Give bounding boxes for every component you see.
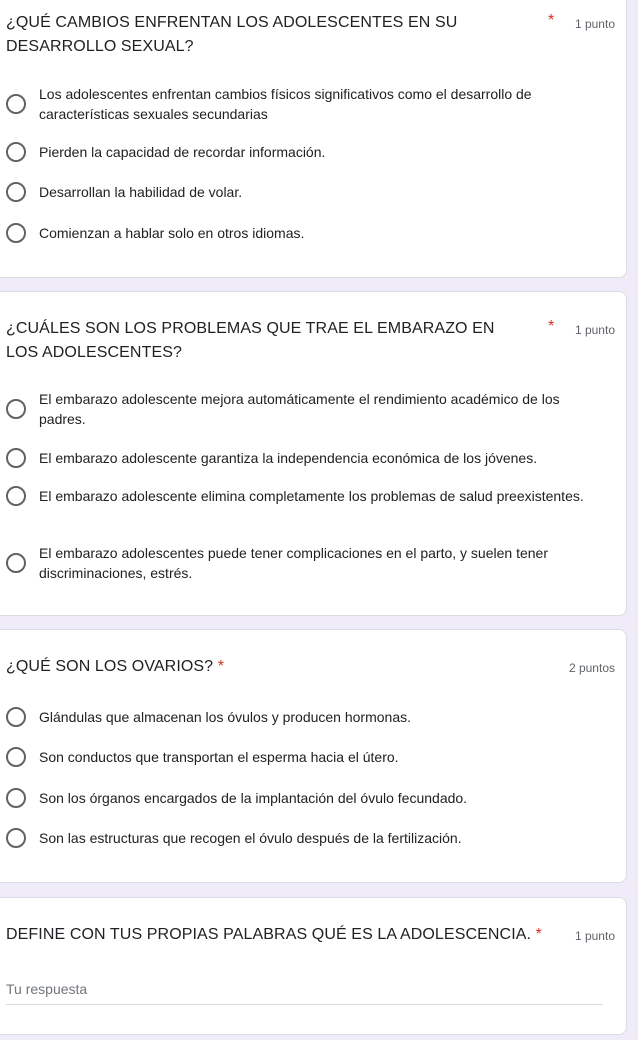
option-label: Son conductos que transportan el esperma hacia el útero. <box>39 749 399 765</box>
option-label: El embarazo adolescente elimina completamente los problemas de salud preexistentes. <box>39 488 584 504</box>
option-q1-a[interactable] <box>6 84 606 124</box>
option-q3-c[interactable] <box>6 788 606 808</box>
option-q1-d[interactable] <box>6 223 606 243</box>
option-q1-c[interactable] <box>6 182 606 202</box>
radio-button[interactable] <box>6 142 26 162</box>
question-4-title <box>6 923 546 947</box>
required-star: * <box>535 926 542 943</box>
option-label: Desarrollan la habilidad de volar. <box>39 184 243 200</box>
radio-button[interactable] <box>6 182 26 202</box>
points-label: 2 puntos <box>568 661 615 675</box>
required-star: * <box>217 658 225 675</box>
required-star: * <box>548 318 555 335</box>
points-label: 1 punto <box>574 17 615 31</box>
option-q3-a[interactable] <box>6 707 606 727</box>
radio-button[interactable] <box>6 788 26 808</box>
question-1-title: ¿QUÉ CAMBIOS ENFRENTAN LOS ADOLESCENTES EN SU DESARROLLO SEXUAL? <box>6 14 458 55</box>
option-label: Glándulas que almacenan los óvulos y producen hormonas. <box>39 709 412 725</box>
radio-button[interactable] <box>6 448 26 468</box>
option-label: Son los órganos encargados de la implantación del óvulo fecundado. <box>39 790 468 806</box>
option-q3-d[interactable] <box>6 828 606 848</box>
radio-button[interactable] <box>6 553 26 573</box>
option-q2-b[interactable] <box>6 448 606 468</box>
radio-button[interactable] <box>6 223 26 243</box>
option-q2-a[interactable] <box>6 389 606 429</box>
required-star: * <box>548 12 555 29</box>
question-3-title <box>6 655 526 679</box>
option-label: El embarazo adolescentes puede tener complicaciones en el parto, y suelen tener discriminaciones, estrés. <box>39 545 548 581</box>
radio-button[interactable] <box>6 707 26 727</box>
question-2-title: ¿CUÁLES SON LOS PROBLEMAS QUE TRAE EL EMBARAZO EN LOS ADOLESCENTES? <box>6 320 495 361</box>
option-label: El embarazo adolescente garantiza la independencia económica de los jóvenes. <box>39 450 538 466</box>
option-label: Los adolescentes enfrentan cambios físicos significativos como el desarrollo de características sexuales secundarias <box>39 86 532 122</box>
radio-button[interactable] <box>6 747 26 767</box>
question-card-4 <box>0 897 627 1035</box>
option-label: El embarazo adolescente mejora automáticamente el rendimiento académico de los padres. <box>39 391 560 427</box>
option-label: Son las estructuras que recogen el óvulo después de la fertilización. <box>39 830 462 846</box>
option-q2-c[interactable] <box>6 486 606 506</box>
points-label: 1 punto <box>574 929 615 943</box>
question-4-text: DEFINE CON TUS PROPIAS PALABRAS QUÉ ES LA ADOLESCENCIA. <box>6 926 532 943</box>
option-q3-b[interactable] <box>6 747 606 767</box>
option-label: Comienzan a hablar solo en otros idiomas. <box>39 225 305 241</box>
points-label: 1 punto <box>574 323 615 337</box>
question-3-text: ¿QUÉ SON LOS OVARIOS? <box>6 658 214 675</box>
option-label: Pierden la capacidad de recordar información. <box>39 144 326 160</box>
radio-button[interactable] <box>6 94 26 114</box>
radio-button[interactable] <box>6 486 26 506</box>
option-q1-b[interactable] <box>6 142 606 162</box>
radio-button[interactable] <box>6 828 26 848</box>
answer-input[interactable] <box>6 974 603 1005</box>
option-q2-d[interactable] <box>6 543 606 583</box>
radio-button[interactable] <box>6 399 26 419</box>
